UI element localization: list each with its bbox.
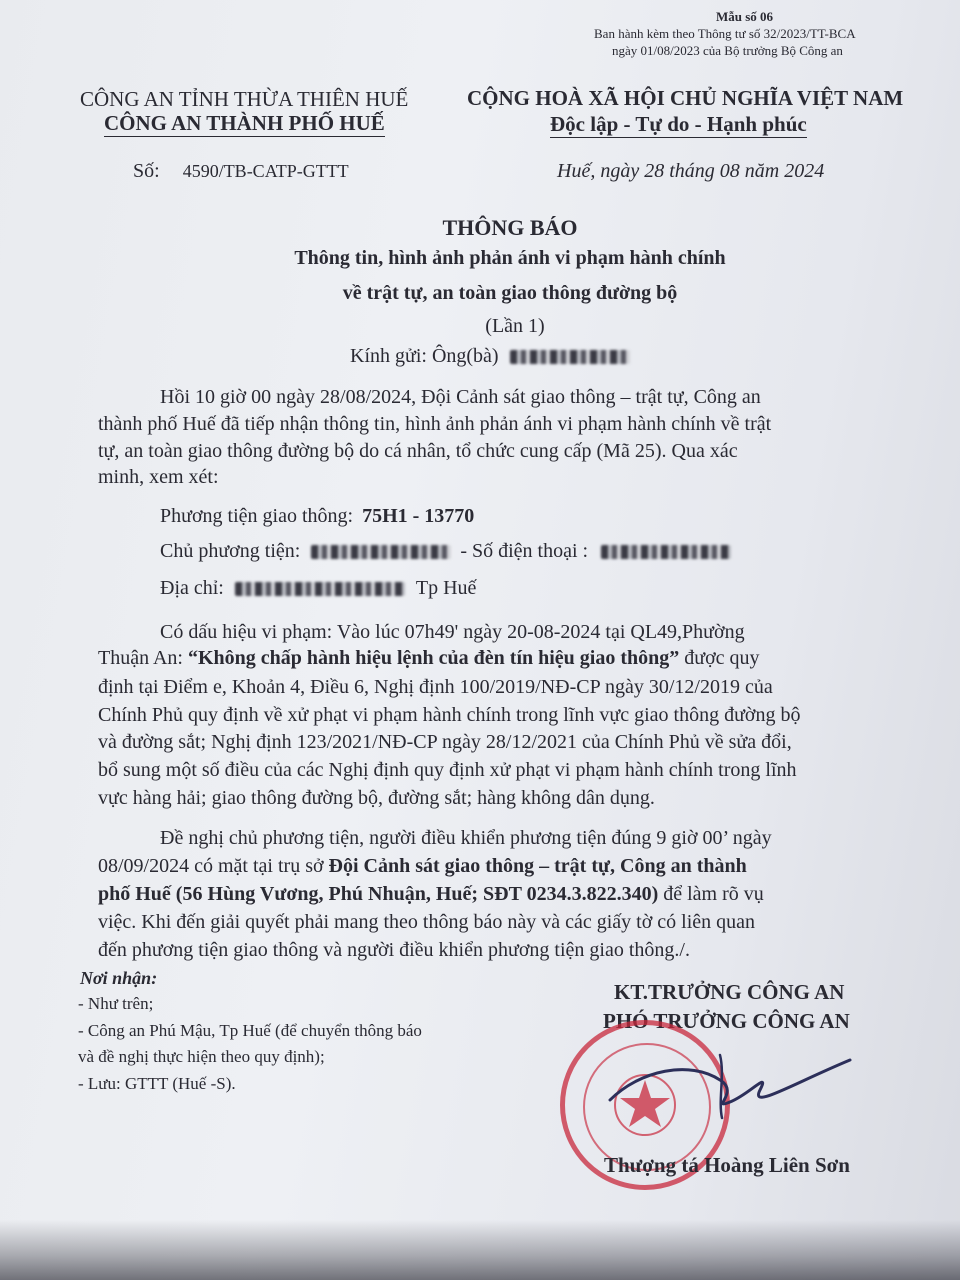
issue-date: Huế, ngày 28 tháng 08 năm 2024 xyxy=(557,160,825,182)
violation-line: Chính Phủ quy định về xử phạt vi phạm hành chính trong lĩnh vực giao thông đường bộ xyxy=(98,704,801,726)
request-date: 08/09/2024 có mặt tại trụ sở xyxy=(98,855,324,877)
signer-title-2: PHÓ TRƯỞNG CÔNG AN xyxy=(603,1009,850,1033)
request-line xyxy=(98,883,764,906)
recipients-label: Nơi nhận: xyxy=(80,968,158,988)
signature-icon xyxy=(600,1030,870,1140)
license-plate: 75H1 - 13770 xyxy=(362,505,475,527)
national-motto xyxy=(550,112,807,137)
recipient-item: - Lưu: GTTT (Huế -S). xyxy=(78,1074,236,1093)
phone-label: - Số điện thoại : xyxy=(460,540,589,562)
document-number-label: Số: xyxy=(133,160,160,182)
address-city: Tp Huế xyxy=(415,577,477,599)
address-label: Địa chỉ: xyxy=(160,577,224,599)
notice-round: (Lần 1) xyxy=(485,315,545,337)
document-number xyxy=(133,160,349,183)
recipient-item: và đề nghị thực hiện theo quy định); xyxy=(78,1047,325,1066)
signer-title-1: KT.TRƯỞNG CÔNG AN xyxy=(614,980,845,1004)
violation-line xyxy=(98,647,760,670)
violation-line: vực hàng hải; giao thông đường bộ, đường sắt; hàng không dân dụng. xyxy=(98,787,655,809)
address-line xyxy=(160,577,476,600)
redacted-owner xyxy=(311,545,451,559)
request-office-address: phố Huế (56 Hùng Vương, Phú Nhuận, Huế; SĐT 0234.3.822.340) xyxy=(98,883,659,905)
addressee-line xyxy=(350,345,630,368)
owner-label: Chủ phương tiện: xyxy=(160,540,301,562)
owner-line xyxy=(160,540,731,563)
violation-line: định tại Điểm e, Khoản 4, Điều 6, Nghị định 100/2019/NĐ-CP ngày 30/12/2019 của xyxy=(98,676,773,698)
redacted-phone xyxy=(601,545,731,559)
request-line: đến phương tiện giao thông và người điều khiển phương tiện giao thông./. xyxy=(98,939,690,961)
vehicle-label: Phương tiện giao thông: xyxy=(160,505,354,527)
signer-name: Thượng tá Hoàng Liên Sơn xyxy=(604,1153,850,1177)
violation-location: Thuận An: xyxy=(98,647,183,669)
form-reference-line-1: Ban hành kèm theo Thông tư số 32/2023/TT-BCA xyxy=(594,26,856,41)
violation-line-end: được quy xyxy=(684,647,760,669)
document-subtitle-2: về trật tự, an toàn giao thông đường bộ xyxy=(342,282,678,304)
para1-line: Hồi 10 giờ 00 ngày 28/08/2024, Đội Cảnh sát giao thông – trật tự, Công an xyxy=(160,386,761,408)
violation-line: và đường sắt; Nghị định 123/2021/NĐ-CP ngày 28/12/2021 của Chính Phủ về sửa đổi, xyxy=(98,731,792,753)
form-reference-line-2: ngày 01/08/2023 của Bộ trưởng Bộ Công an xyxy=(612,43,843,58)
document-subtitle-1: Thông tin, hình ảnh phản ánh vi phạm hành chính xyxy=(294,247,726,269)
form-number: Mẫu số 06 xyxy=(716,9,774,24)
request-line: Đề nghị chủ phương tiện, người điều khiển phương tiện đúng 9 giờ 00’ ngày xyxy=(160,827,772,849)
document-title: THÔNG BÁO xyxy=(442,215,578,240)
redacted-address xyxy=(235,582,405,596)
request-office: Đội Cảnh sát giao thông – trật tự, Công an thành xyxy=(328,855,747,877)
para1-line: tự, an toàn giao thông đường bộ do cá nhân, tổ chức cung cấp (Mã 25). Qua xác xyxy=(98,440,738,462)
addressee-label: Kính gửi: Ông(bà) xyxy=(350,345,499,367)
issuer-city xyxy=(104,111,385,136)
violation-line: bổ sung một số điều của các Nghị định quy định xử phạt vi phạm hành chính trong lĩnh xyxy=(98,759,797,781)
issuer-city-text: CÔNG AN THÀNH PHỐ HUẾ xyxy=(104,111,385,135)
recipient-item: - Công an Phú Mậu, Tp Huế (để chuyển thông báo xyxy=(78,1021,422,1040)
issuer-province: CÔNG AN TỈNH THỪA THIÊN HUẾ xyxy=(80,87,409,111)
para1-line: minh, xem xét: xyxy=(98,466,219,488)
document-number-value: 4590/TB-CATP-GTTT xyxy=(182,161,349,181)
para1-line: thành phố Huế đã tiếp nhận thông tin, hình ảnh phản ánh vi phạm hành chính về trật xyxy=(98,413,772,435)
violation-line: Có dấu hiệu vi phạm: Vào lúc 07h49' ngày 20-08-2024 tại QL49,Phường xyxy=(160,621,745,643)
violation-description: “Không chấp hành hiệu lệnh của đèn tín hiệu giao thông” xyxy=(188,647,680,669)
vehicle-line xyxy=(160,505,474,528)
redacted-name xyxy=(510,350,630,364)
request-line xyxy=(98,855,747,878)
photo-edge-shadow xyxy=(0,1220,960,1280)
recipient-item: - Như trên; xyxy=(78,994,154,1013)
national-title: CỘNG HOÀ XÃ HỘI CHỦ NGHĨA VIỆT NAM xyxy=(467,86,904,110)
request-line: việc. Khi đến giải quyết phải mang theo thông báo này và các giấy tờ có liên quan xyxy=(98,911,756,933)
request-purpose: để làm rõ vụ xyxy=(663,883,764,905)
national-motto-text: Độc lập - Tự do - Hạnh phúc xyxy=(550,112,807,136)
